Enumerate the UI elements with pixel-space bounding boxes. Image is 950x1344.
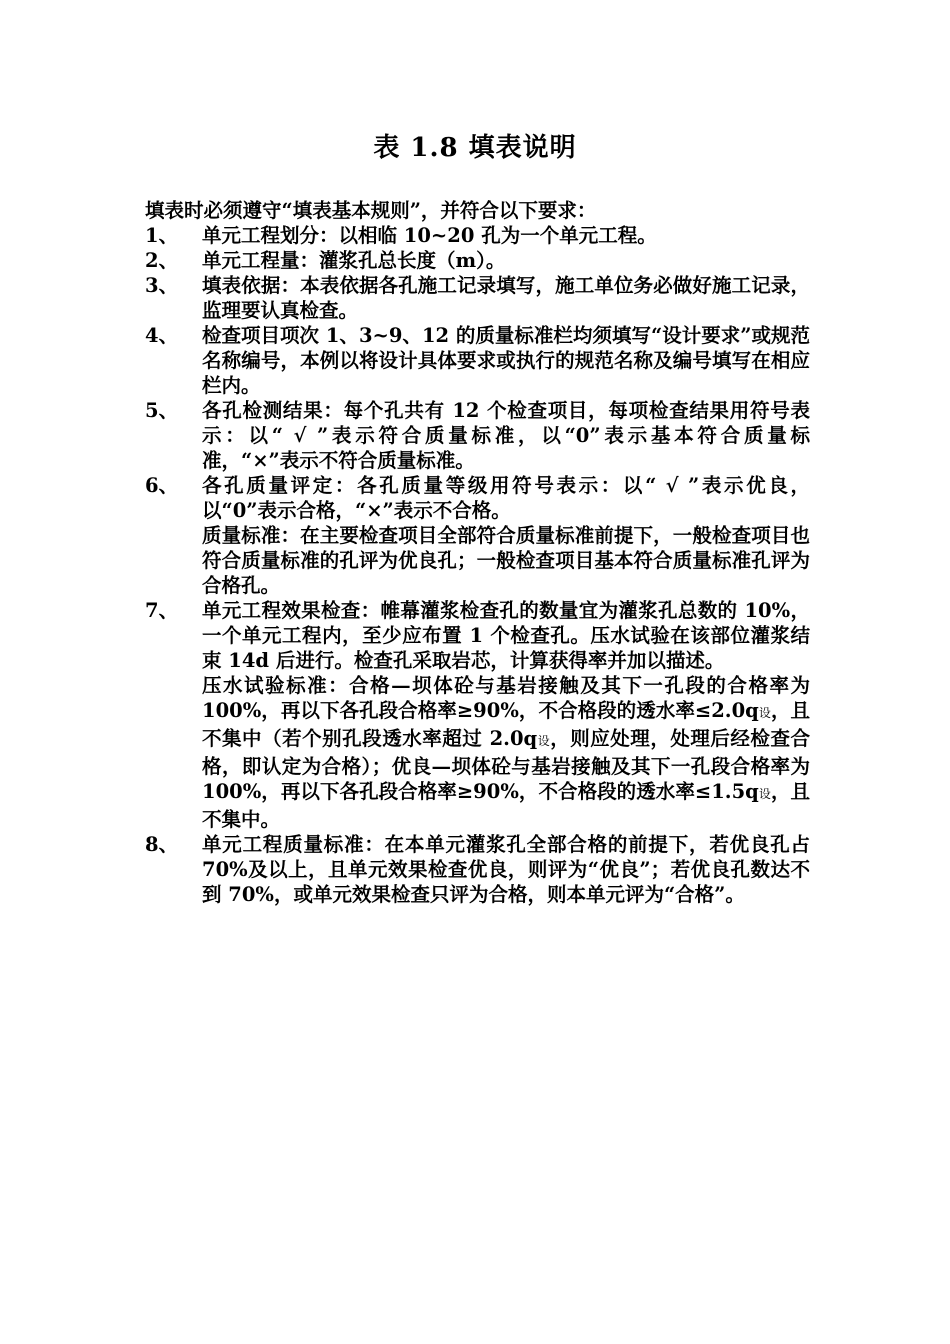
item-number: 1、 (145, 224, 179, 247)
intro-text: 填表时必须遵守“填表基本规则”，并符合以下要求： (145, 199, 597, 222)
instruction-item-2 (145, 248, 810, 273)
item-text: 单元工程划分：以相临 10~20 孔为一个单元工程。 (202, 224, 657, 247)
page-title: 表 1.8 填表说明 (373, 133, 577, 163)
instruction-item-1 (145, 223, 810, 248)
item-number: 6、 (145, 474, 179, 497)
item-number: 4、 (145, 324, 179, 347)
item-number: 2、 (145, 249, 179, 272)
text-segment: 压水试验标准：合格—坝体砼与基岩接触及其下一孔段的合格率为 100%，再以下各孔段合格率≥90%，不合格段的透水率≤2.0q (202, 674, 810, 722)
item-text: 各孔检测结果：每个孔共有 12 个检查项目，每项检查结果用符号表示：以“ √ ”表示符合质量标准，以“0”表示基本符合质量标准，“×”表示不符合质量标准。 (202, 399, 810, 472)
instruction-item-6 (145, 473, 810, 598)
subscript: 设 (758, 787, 771, 801)
instruction-item-4 (145, 323, 810, 398)
item-text: 单元工程量：灌浆孔总长度（m）。 (202, 249, 506, 272)
instruction-item-5 (145, 398, 810, 473)
item-text: 填表依据：本表依据各孔施工记录填写，施工单位务必做好施工记录，监理要认真检查。 (202, 274, 810, 322)
item-text-water-test-standard (202, 673, 810, 832)
item-number: 3、 (145, 274, 179, 297)
subscript: 设 (758, 706, 771, 720)
text-segment: ，且不集中。 (202, 780, 810, 831)
instruction-item-3 (145, 273, 810, 323)
item-number: 7、 (145, 599, 179, 622)
item-number: 5、 (145, 399, 179, 422)
text-segment: ，则应处理，处理后经检查合格，即认定为合格）；优良—坝体砼与基岩接触及其下一孔段合格率为 100%，再以下各孔段合格率≥90%，不合格段的透水率≤1.5q (202, 727, 810, 803)
item-text: 各孔质量评定：各孔质量等级用符号表示：以“ √ ”表示优良，以“0”表示合格，“×”表示不合格。 (202, 474, 810, 522)
instruction-item-8 (145, 832, 810, 907)
item-text-quality-standard: 质量标准：在主要检查项目全部符合质量标准前提下，一般检查项目也符合质量标准的孔评为优良孔；一般检查项目基本符合质量标准孔评为合格孔。 (202, 524, 810, 597)
item-number: 8、 (145, 833, 179, 856)
instruction-item-7 (145, 598, 810, 832)
item-text: 单元工程效果检查：帷幕灌浆检查孔的数量宜为灌浆孔总数的 10%，一个单元工程内，至少应布置 1 个检查孔。压水试验在该部位灌浆结束 14d 后进行。检查孔采取岩芯，计算获得率并加以描述。 (202, 599, 810, 672)
text-segment: ，且不集中（若个别孔段透水率超过 2.0q (202, 699, 810, 750)
subscript: 设 (537, 734, 551, 748)
item-text: 单元工程质量标准：在本单元灌浆孔全部合格的前提下，若优良孔占 70%及以上，且单元效果检查优良，则评为“优良”；若优良孔数达不到 70%，或单元效果检查只评为合格，则本单元评为“合格”。 (202, 833, 810, 906)
instructions-body (145, 198, 810, 907)
item-text: 检查项目项次 1、3~9、12 的质量标准栏均须填写“设计要求”或规范名称编号，本例以将设计具体要求或执行的规范名称及编号填写在相应栏内。 (202, 324, 810, 397)
